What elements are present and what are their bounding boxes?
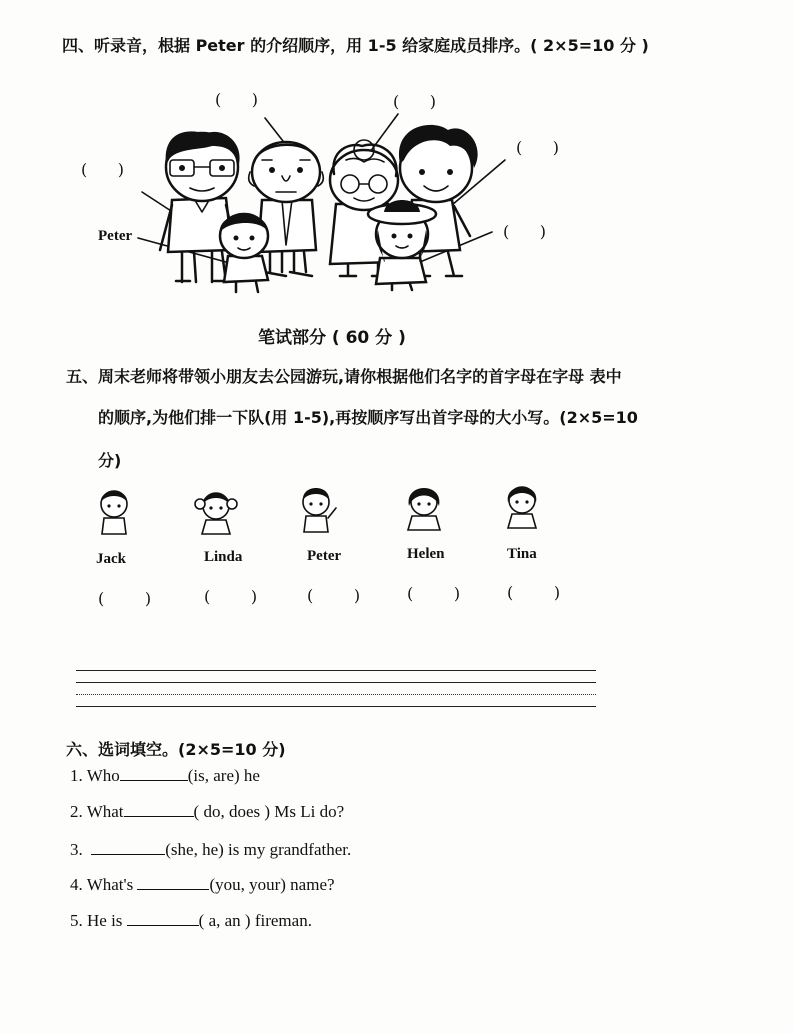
- child-name-linda: Linda: [204, 549, 243, 565]
- question-prefix: What: [86, 802, 124, 821]
- question-prefix: Who: [86, 766, 120, 785]
- child-name-peter: Peter: [307, 548, 342, 564]
- section5-line3: 分): [98, 451, 122, 470]
- writing-line[interactable]: [76, 694, 596, 695]
- answer-blank[interactable]: [127, 911, 199, 926]
- section6-title: 六、选词填空。(2×5=10 分): [66, 740, 286, 759]
- sister-figure: [368, 200, 436, 290]
- question-3: [70, 840, 351, 860]
- family-illustration: [0, 0, 794, 320]
- question-number: 3.: [70, 840, 83, 859]
- peter-icon: [303, 488, 336, 532]
- helen-icon: [408, 488, 440, 530]
- child-name-helen: Helen: [407, 546, 445, 562]
- question-1: [70, 766, 260, 786]
- answer-paren[interactable]: ( ): [516, 138, 559, 157]
- question-5: [70, 911, 312, 931]
- section5-line2: 的顺序,为他们排一下队(用 1-5),再按顺序写出首字母的大小写。(2×5=10: [98, 408, 638, 427]
- answer-paren[interactable]: ( ): [393, 92, 436, 111]
- section5-line1: 五、周末老师将带领小朋友去公园游玩,请你根据他们名字的首字母在字母 表中: [66, 367, 622, 386]
- question-number: 2.: [70, 802, 83, 821]
- jack-icon: [101, 491, 127, 534]
- answer-paren[interactable]: ( ): [81, 160, 124, 179]
- question-suffix: (you, your) name?: [209, 875, 335, 894]
- question-suffix: ( a, an ) fireman.: [198, 911, 312, 930]
- writing-line[interactable]: [76, 682, 596, 683]
- writing-line[interactable]: [76, 706, 596, 707]
- question-suffix: ( do, does ) Ms Li do?: [193, 802, 345, 821]
- answer-blank[interactable]: [91, 840, 165, 855]
- peter-label: Peter: [98, 228, 133, 244]
- question-suffix: (is, are) he: [187, 766, 260, 785]
- question-prefix: What's: [86, 875, 138, 894]
- kid-icons: [0, 480, 794, 540]
- answer-paren[interactable]: ( ): [503, 222, 546, 241]
- answer-paren[interactable]: ( ): [215, 90, 258, 109]
- answer-paren[interactable]: ( ): [307, 586, 361, 605]
- section4-title: 四、听录音，根据 Peter 的介绍顺序，用 1-5 给家庭成员排序。( 2×5=10 分 ): [62, 36, 649, 55]
- answer-paren[interactable]: ( ): [507, 583, 561, 602]
- answer-paren[interactable]: ( ): [98, 589, 152, 608]
- question-2: [70, 802, 344, 822]
- question-prefix: He is: [87, 911, 127, 930]
- written-part-title: 笔试部分 ( 60 分 ): [258, 328, 406, 348]
- question-number: 5.: [70, 911, 83, 930]
- question-number: 1.: [70, 766, 83, 785]
- question-4: [70, 875, 335, 895]
- answer-blank[interactable]: [137, 875, 209, 890]
- child-name-tina: Tina: [507, 546, 537, 562]
- question-number: 4.: [70, 875, 83, 894]
- answer-paren[interactable]: ( ): [204, 587, 258, 606]
- answer-blank[interactable]: [124, 802, 194, 817]
- linda-icon: [195, 493, 237, 534]
- question-suffix: (she, he) is my grandfather.: [165, 840, 352, 859]
- peter-figure: [220, 214, 268, 292]
- tina-icon: [508, 487, 537, 528]
- writing-line[interactable]: [76, 670, 596, 671]
- child-name-jack: Jack: [96, 551, 126, 567]
- answer-blank[interactable]: [120, 766, 188, 781]
- answer-paren[interactable]: ( ): [407, 584, 461, 603]
